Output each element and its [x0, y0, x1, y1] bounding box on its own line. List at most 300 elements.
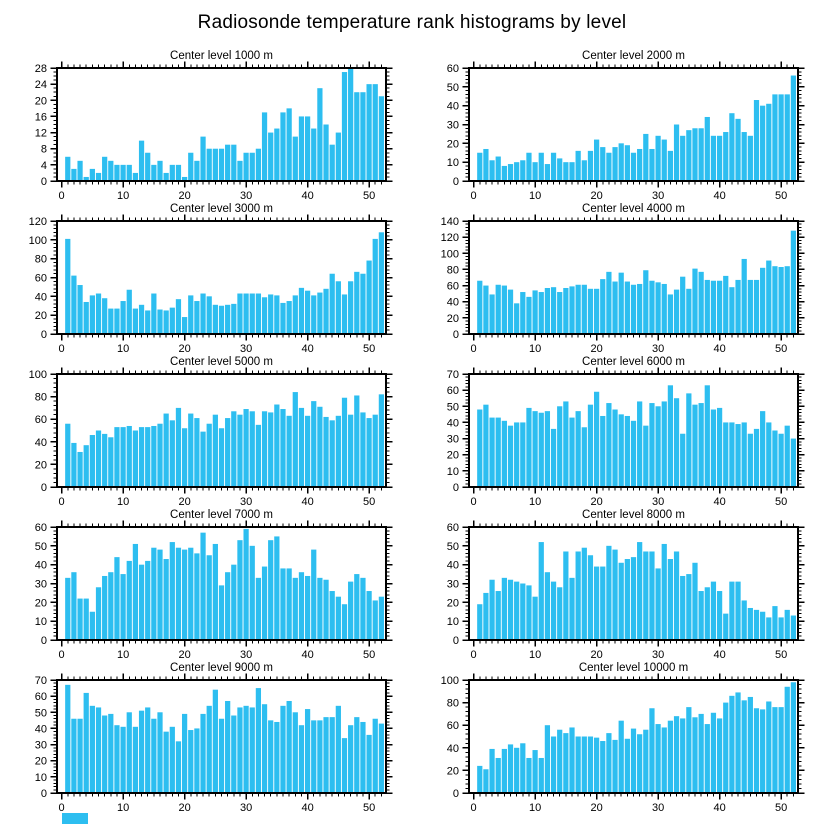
bar [157, 424, 162, 487]
y-tick-label: 100 [28, 234, 47, 247]
bar [717, 591, 722, 640]
bar [557, 158, 562, 181]
bar [766, 422, 771, 487]
bar [225, 572, 230, 640]
bar [243, 529, 248, 640]
bar [336, 597, 341, 640]
bar [342, 738, 347, 793]
subplot-cell [0, 352, 412, 505]
bar [508, 744, 513, 793]
bar [705, 117, 710, 181]
bar [317, 578, 322, 640]
bar [625, 282, 630, 334]
bar [65, 157, 70, 181]
y-tick-label: 30 [34, 578, 47, 591]
bar [496, 758, 501, 793]
bar [748, 136, 753, 181]
bar [71, 719, 76, 793]
x-tick-label: 50 [774, 496, 788, 505]
bar [219, 428, 224, 487]
subplot-title: Center level 10000 m [578, 662, 689, 674]
bar [514, 748, 519, 793]
bar [200, 533, 205, 640]
bar [127, 712, 132, 793]
bar [778, 434, 783, 487]
bar [619, 563, 624, 640]
bar [729, 422, 734, 487]
bar [785, 610, 790, 640]
bar [686, 574, 691, 640]
bar [662, 284, 667, 334]
bar [176, 299, 181, 334]
y-tick-label: 20 [34, 95, 47, 108]
bar [772, 94, 777, 181]
bar [200, 714, 205, 793]
bar [526, 408, 531, 487]
bar [612, 282, 617, 334]
bar [619, 143, 624, 181]
y-tick-label: 0 [40, 635, 47, 647]
bar [668, 151, 673, 181]
bar [699, 272, 704, 334]
subplot-cell [412, 46, 824, 199]
bar [686, 393, 691, 487]
bar [680, 277, 685, 334]
bar [200, 137, 205, 181]
bar [502, 578, 507, 640]
bar [182, 317, 187, 334]
bar [557, 730, 562, 793]
x-tick-label: 20 [590, 802, 603, 811]
x-tick-label: 40 [301, 190, 314, 199]
bar [77, 161, 82, 181]
y-tick-label: 60 [446, 720, 459, 733]
y-tick-label: 100 [440, 675, 459, 687]
bar [520, 584, 525, 641]
bar [545, 725, 550, 793]
bar [256, 688, 261, 793]
bar [606, 272, 611, 334]
bar [699, 403, 704, 487]
bar [336, 706, 341, 793]
bar [262, 567, 267, 640]
bar [84, 445, 89, 487]
bar [692, 128, 697, 181]
bar [323, 417, 328, 487]
bar [250, 707, 255, 793]
subplot-title: Center level 3000 m [170, 203, 273, 215]
bar [231, 145, 236, 181]
bar [766, 701, 771, 793]
bar [539, 413, 544, 487]
bar [631, 153, 636, 181]
bar [164, 559, 169, 640]
bar [588, 405, 593, 487]
bar [612, 740, 617, 793]
y-tick-label: 0 [40, 788, 47, 800]
x-tick-label: 50 [774, 649, 788, 658]
bar [748, 608, 753, 640]
bar [164, 173, 169, 181]
y-tick-label: 60 [446, 63, 459, 75]
bar [102, 576, 107, 640]
subplot-grid [0, 46, 824, 811]
bar [649, 149, 654, 181]
bar [299, 116, 304, 181]
subplot-8 [412, 505, 824, 658]
bar [262, 297, 267, 334]
y-tick-label: 60 [34, 272, 47, 285]
bar [145, 427, 150, 487]
x-tick-label: 30 [239, 496, 253, 505]
bar [563, 733, 568, 793]
bar [692, 563, 697, 640]
bar [772, 606, 777, 640]
bar [778, 707, 783, 793]
bar [606, 153, 611, 181]
bar [582, 427, 587, 487]
x-tick-label: 0 [58, 649, 65, 658]
y-tick-label: 60 [34, 414, 47, 427]
bar [735, 582, 740, 640]
y-tick-label: 50 [446, 401, 459, 414]
bar [631, 557, 636, 640]
bar [711, 410, 716, 487]
y-tick-label: 8 [40, 143, 47, 156]
bar [151, 165, 156, 181]
y-tick-label: 20 [446, 449, 459, 462]
subplot-cell [412, 352, 824, 505]
bar [742, 700, 747, 793]
bar [778, 267, 783, 334]
bar [96, 431, 101, 488]
bar [477, 604, 482, 640]
bar [323, 125, 328, 182]
bar [280, 706, 285, 793]
bar [194, 161, 199, 181]
bar [705, 385, 710, 487]
bar [231, 411, 236, 487]
bar [127, 165, 132, 181]
bar [514, 162, 519, 181]
bar [729, 113, 734, 181]
x-tick-label: 50 [774, 190, 788, 199]
subplot-title: Center level 4000 m [582, 203, 685, 215]
bar [600, 416, 605, 487]
bar [102, 157, 107, 181]
bar [668, 385, 673, 487]
bar [354, 395, 359, 487]
bar [477, 766, 482, 793]
bar [231, 304, 236, 334]
bar [508, 580, 513, 640]
bar [311, 295, 316, 334]
bar [299, 408, 304, 487]
subplot-4 [412, 199, 824, 352]
x-tick-label: 0 [470, 496, 477, 505]
bar [366, 261, 371, 334]
bar [631, 285, 636, 334]
y-tick-label: 30 [446, 119, 459, 132]
y-tick-label: 120 [28, 216, 47, 228]
bar [508, 164, 513, 181]
bar [723, 276, 728, 334]
y-tick-label: 140 [440, 216, 459, 228]
bar [360, 578, 365, 640]
bar [348, 582, 353, 640]
bar [176, 741, 181, 793]
bar [170, 308, 175, 334]
bar [576, 551, 581, 640]
bar [225, 305, 230, 334]
bar [139, 565, 144, 640]
x-tick-label: 0 [470, 649, 477, 658]
bar [680, 718, 685, 793]
bar [348, 415, 353, 487]
y-tick-label: 30 [446, 578, 459, 591]
bar [649, 708, 654, 793]
y-tick-label: 40 [34, 723, 47, 736]
bar [483, 405, 488, 487]
bar [649, 551, 654, 640]
bar [108, 572, 113, 640]
x-tick-label: 20 [178, 190, 191, 199]
y-tick-label: 10 [34, 771, 47, 784]
bar [551, 429, 556, 487]
bar [323, 717, 328, 793]
bar [354, 92, 359, 181]
bar [711, 136, 716, 181]
x-tick-label: 0 [58, 343, 65, 352]
bar [213, 305, 218, 334]
y-tick-label: 16 [34, 111, 47, 124]
bar [606, 403, 611, 487]
bar [151, 719, 156, 793]
bar [145, 561, 150, 640]
bar [237, 294, 242, 334]
bar [600, 741, 605, 793]
bar [576, 151, 581, 181]
bar [489, 749, 494, 793]
x-tick-label: 10 [528, 496, 542, 505]
bar [772, 431, 777, 488]
bar [680, 576, 685, 640]
bar [299, 725, 304, 793]
bar [514, 422, 519, 487]
bar [760, 106, 765, 181]
bar [594, 567, 599, 640]
bar [219, 585, 224, 640]
subplot-title: Center level 7000 m [170, 509, 273, 521]
bar [268, 412, 273, 487]
bar [287, 301, 292, 334]
bar [194, 418, 199, 487]
y-tick-label: 10 [446, 465, 459, 478]
bar [496, 285, 501, 334]
bar [268, 720, 273, 793]
bar [600, 567, 605, 640]
bar [508, 290, 513, 334]
x-tick-label: 50 [774, 802, 788, 811]
bar [674, 551, 679, 640]
bar [127, 426, 132, 487]
bar [65, 578, 70, 640]
bars [65, 685, 384, 793]
bar [194, 728, 199, 793]
x-tick-label: 50 [774, 343, 788, 352]
bar [588, 289, 593, 334]
y-tick-label: 0 [452, 635, 459, 647]
bar [637, 401, 642, 487]
bar [231, 565, 236, 640]
y-tick-label: 0 [452, 482, 459, 494]
bar [526, 758, 531, 793]
bar [84, 693, 89, 793]
bar [114, 427, 119, 487]
bar [483, 769, 488, 793]
x-tick-label: 0 [58, 496, 65, 505]
bar [231, 716, 236, 793]
bars [65, 529, 384, 640]
bar [176, 408, 181, 487]
subplot-cell [0, 658, 412, 811]
bar [133, 431, 138, 488]
bar [188, 730, 193, 793]
bar [145, 153, 150, 181]
y-tick-label: 20 [446, 765, 459, 778]
bar [569, 578, 574, 640]
bar [342, 398, 347, 487]
bar [200, 432, 205, 487]
bar [194, 301, 199, 334]
bar [90, 295, 95, 334]
x-tick-label: 30 [239, 190, 253, 199]
bar [170, 727, 175, 793]
bar [576, 737, 581, 794]
bar [655, 136, 660, 181]
bar [674, 398, 679, 487]
x-tick-label: 10 [116, 343, 130, 352]
y-tick-label: 80 [34, 253, 47, 266]
bar [348, 281, 353, 334]
bar [102, 434, 107, 487]
bar [594, 738, 599, 793]
x-tick-label: 40 [713, 802, 726, 811]
bar [489, 418, 494, 487]
bar [760, 411, 765, 487]
bar [674, 125, 679, 182]
bar [717, 408, 722, 487]
y-tick-label: 60 [446, 522, 459, 534]
bar [477, 153, 482, 181]
bar [502, 749, 507, 793]
bar [723, 614, 728, 640]
bar [569, 286, 574, 334]
bar [705, 280, 710, 334]
bar [120, 574, 125, 640]
bar [760, 612, 765, 640]
bar [526, 153, 531, 181]
bar [348, 725, 353, 793]
bar [619, 273, 624, 334]
x-tick-label: 40 [713, 649, 726, 658]
subplot-1 [0, 46, 412, 199]
bar [207, 149, 212, 181]
subplot-9 [0, 658, 412, 811]
bar [477, 410, 482, 487]
bar [563, 551, 568, 640]
bar [120, 165, 125, 181]
subplot-2 [412, 46, 824, 199]
bar [274, 722, 279, 793]
bar [323, 580, 328, 640]
x-tick-label: 50 [362, 343, 376, 352]
bar [576, 411, 581, 487]
y-tick-label: 20 [34, 459, 47, 472]
bar [90, 435, 95, 487]
bar [625, 416, 630, 487]
bar [643, 551, 648, 640]
x-tick-label: 0 [470, 190, 477, 199]
bar [496, 591, 501, 640]
bar [655, 282, 660, 334]
bar [526, 297, 531, 334]
bar [336, 281, 341, 334]
bar [151, 294, 156, 334]
bar [594, 140, 599, 181]
bar [520, 292, 525, 334]
y-tick-label: 0 [40, 329, 47, 341]
x-tick-label: 20 [178, 802, 191, 811]
bars [477, 231, 796, 334]
bar [287, 416, 292, 487]
bar [250, 153, 255, 181]
bar [723, 132, 728, 181]
bar [489, 294, 494, 334]
bar [705, 724, 710, 793]
subplot-cell [412, 199, 824, 352]
y-tick-label: 40 [446, 559, 459, 572]
bar [631, 729, 636, 793]
bar [188, 153, 193, 181]
x-tick-label: 40 [301, 496, 314, 505]
bar [243, 706, 248, 793]
bar [551, 737, 556, 794]
bar [317, 407, 322, 487]
bar [151, 426, 156, 487]
bar [514, 582, 519, 640]
bar [520, 422, 525, 487]
bar [569, 162, 574, 181]
bar [600, 147, 605, 181]
bar [108, 161, 113, 181]
x-tick-label: 50 [362, 190, 376, 199]
bar [342, 72, 347, 181]
x-tick-label: 40 [713, 496, 726, 505]
x-tick-label: 0 [470, 343, 477, 352]
bar [108, 714, 113, 793]
bar [711, 713, 716, 793]
bar [293, 578, 298, 640]
bar [612, 550, 617, 640]
subplot-title: Center level 5000 m [170, 356, 273, 368]
x-tick-label: 10 [528, 649, 542, 658]
subplot-cell [412, 658, 824, 811]
bar [293, 137, 298, 181]
bar [754, 280, 759, 334]
bar [157, 712, 162, 793]
subplot-cell [0, 505, 412, 658]
